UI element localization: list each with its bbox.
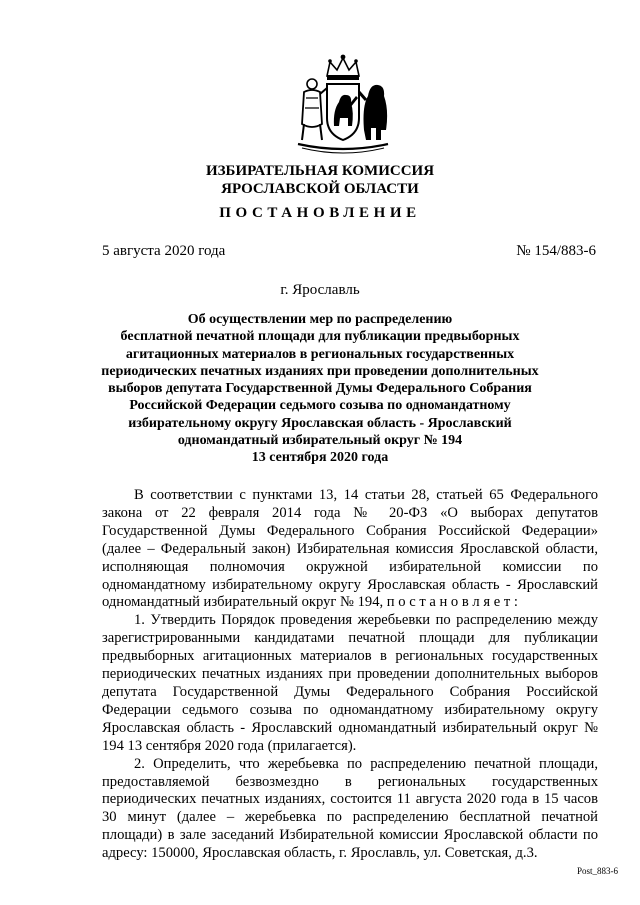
item-1-paragraph: 1. Утвердить Порядок проведения жеребьевки по распределению между зарегистрированными кандидатами печатной площади для публикации предвыборных агитационных материалов в региональных государственных периодических печатных изданиях при проведении дополнительных выборов депутата Государственной Думы Федерального Собрания Российской Федерации седьмого созыва по одномандатному избирательному округу Ярославская область - Ярославский одномандатный избирательный округ № 194 13 сентября 2020 года (прилагается). xyxy=(102,612,598,754)
title-line: Об осуществлении мер по распределению xyxy=(187,312,453,327)
coat-of-arms-icon xyxy=(290,54,396,154)
title-line: избирательному округу Ярославская область - Ярославский xyxy=(128,415,512,431)
document-title xyxy=(80,311,560,467)
title-line: одномандатный избирательный округ № 194 xyxy=(177,433,463,449)
title-line: выборов депутата Государственной Думы Федерального Собрания xyxy=(108,381,532,397)
document-date: 5 августа 2020 года xyxy=(102,243,226,259)
item-2-paragraph: 2. Определить, что жеребьевка по распределению печатной площади, предоставляемой безвозмездно в региональных государственных периодических печатных изданиях, состоится 11 августа 2020 года в 15 часов 30 минут (далее – жеребьевка по распределению бесплатной печатной площади) в зале заседаний Избирательной комиссии Ярославской области по адресу: 150000, Ярославская область, г. Ярославль, ул. Советская, д.3. xyxy=(102,755,598,862)
document-type: ПОСТАНОВЛЕНИЕ xyxy=(219,205,421,221)
commission-name-line2: ЯРОСЛАВСКОЙ ОБЛАСТИ xyxy=(221,181,419,197)
commission-name-line1: ИЗБИРАТЕЛЬНАЯ КОМИССИЯ xyxy=(205,163,435,179)
preamble-paragraph: В соответствии с пунктами 13, 14 статьи 28, статьей 65 Федерального закона от 22 февраля 2014 года № 20-ФЗ «О выборах депутатов Государственной Думы Федерального Собрания Российской Федерации» (далее – Федеральный закон) Избирательная комиссия Ярославской области, исполняющая полномочия окружной избирательной комиссии по одномандатному избирательному округу Ярославская область - Ярославский одномандатный избирательный округ № 194, п о с т а н о в л я е т : xyxy=(102,487,598,611)
document-city: г. Ярославль xyxy=(280,282,360,298)
document-body xyxy=(102,487,598,863)
title-line: бесплатной печатной площади для публикации предвыборных xyxy=(120,329,520,345)
title-line: периодических печатных изданиях при проведении дополнительных xyxy=(101,363,539,379)
title-line: агитационных материалов в региональных государственных xyxy=(125,346,515,362)
title-line: 13 сентября 2020 года xyxy=(251,450,389,466)
title-line: Российской Федерации седьмого созыва по одномандатному xyxy=(129,398,511,414)
footer-code: Post_883-6 xyxy=(576,866,618,876)
document-number: № 154/883-6 xyxy=(516,243,596,259)
